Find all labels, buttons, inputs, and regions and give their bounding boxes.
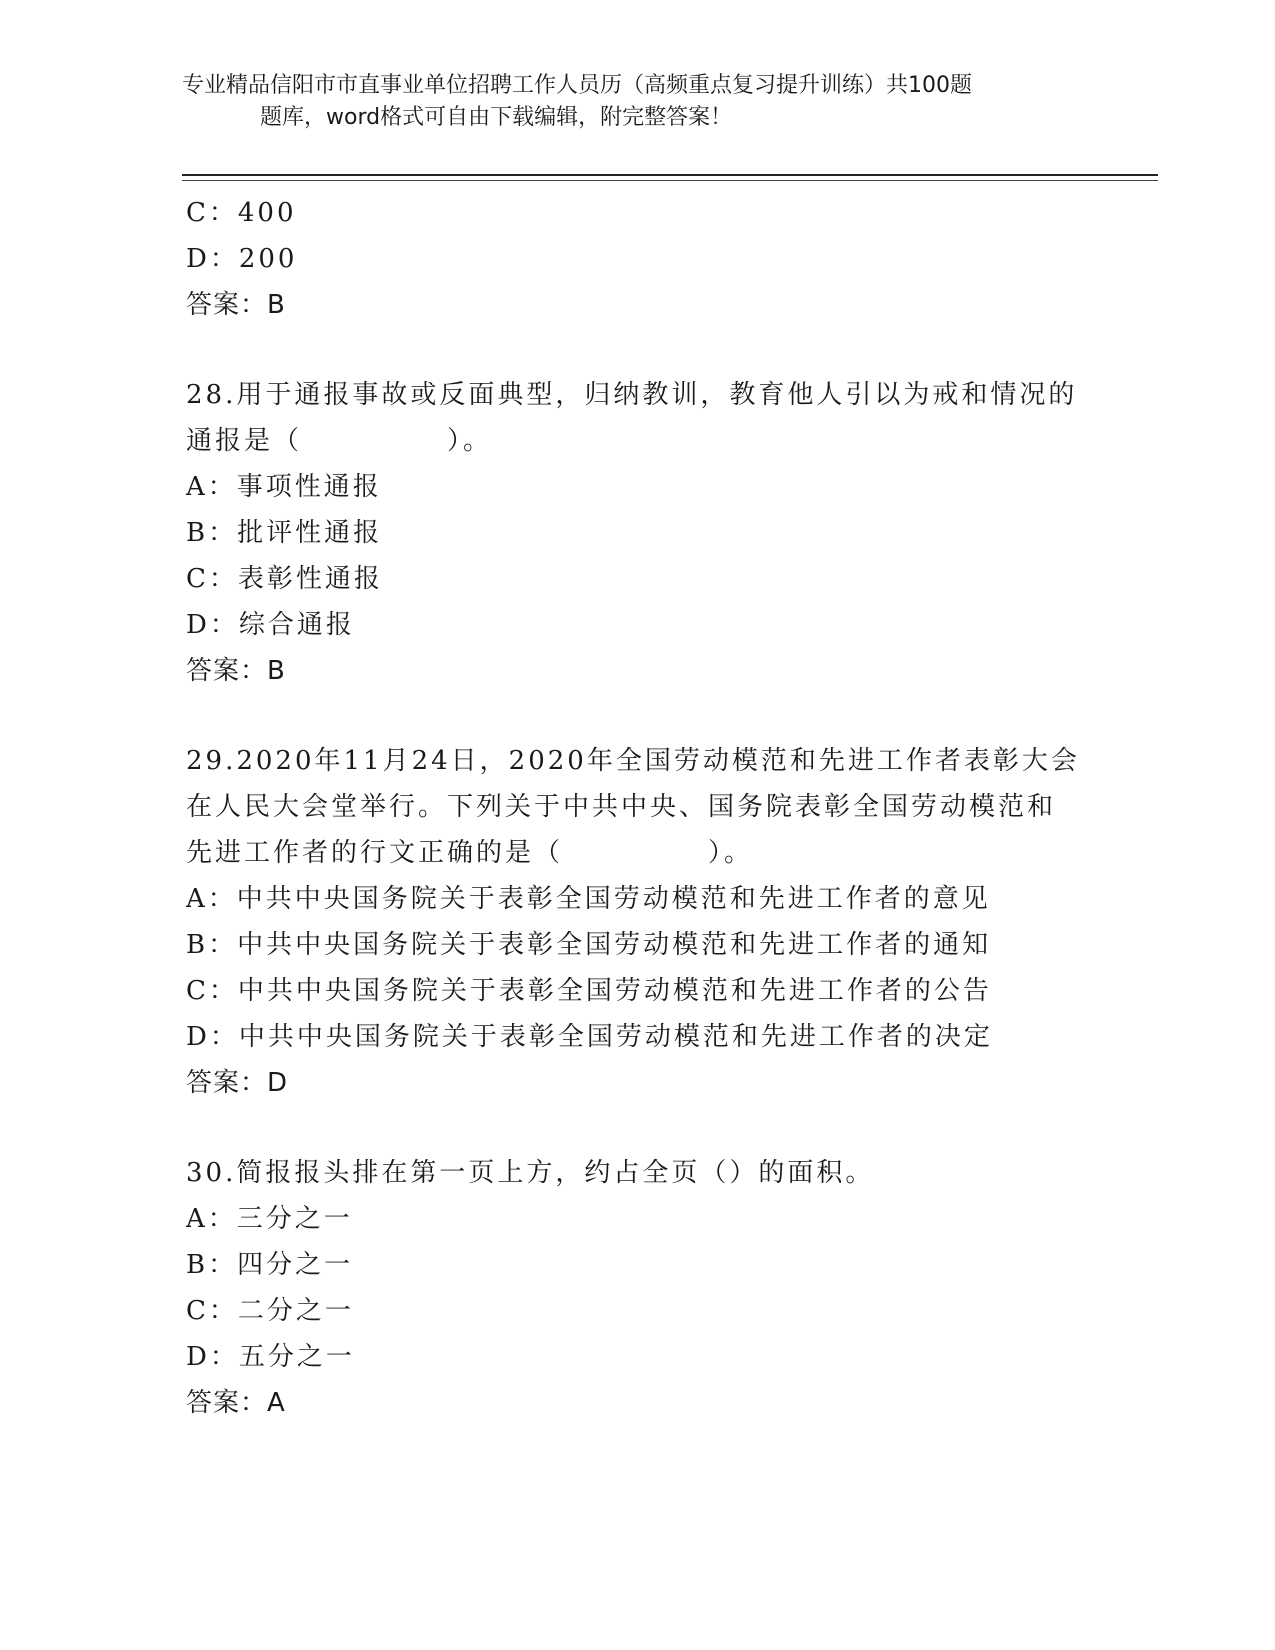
option-c: C：中共中央国务院关于表彰全国劳动模范和先进工作者的公告 (186, 976, 992, 1006)
option-c: C：表彰性通报 (186, 564, 383, 594)
header-rule-thin (182, 180, 1158, 181)
header-title-line-1: 专业精品信阳市市直事业单位招聘工作人员历（高频重点复习提升训练）共100题 (182, 73, 972, 98)
spacer (186, 328, 1086, 372)
question-28-text-line-2: 通报是（ ）。 (186, 426, 493, 456)
header-title-line-2: 题库，word格式可自由下载编辑，附完整答案！ (260, 105, 733, 130)
question-29-text-line-2: 在人民大会堂举行。下列关于中共中央、国务院表彰全国劳动模范和 (186, 792, 1057, 822)
question-29-text-line-3: 先进工作者的行文正确的是（ ）。 (186, 838, 754, 868)
option-d: D：综合通报 (186, 610, 355, 640)
spacer (186, 1106, 1086, 1150)
question-29-text-line-1: 29.2020年11月24日，2020年全国劳动模范和先进工作者表彰大会 (186, 746, 1080, 776)
header-rule-thick (182, 174, 1158, 176)
question-30-text-line-1: 30.简报报头排在第一页上方，约占全页（）的面积。 (186, 1158, 875, 1188)
option-d: D：中共中央国务院关于表彰全国劳动模范和先进工作者的决定 (186, 1022, 993, 1052)
spacer (186, 694, 1086, 738)
option-a: A：事项性通报 (186, 472, 382, 502)
option-c: C：二分之一 (186, 1296, 354, 1326)
option-d: D：五分之一 (186, 1342, 355, 1372)
answer-line: 答案：D (186, 1068, 289, 1098)
prev-question-block (186, 190, 1086, 328)
option-b: B：四分之一 (186, 1250, 354, 1280)
question-28-block (186, 372, 1086, 694)
answer-line: 答案：B (186, 290, 286, 320)
answer-line: 答案：A (186, 1388, 286, 1418)
question-content (186, 190, 1086, 1426)
question-28-text-line-1: 28.用于通报事故或反面典型，归纳教训，教育他人引以为戒和情况的 (186, 380, 1078, 410)
option-a: A：三分之一 (186, 1204, 353, 1234)
question-29-block (186, 738, 1086, 1106)
option-c: C：400 (186, 198, 297, 228)
question-30-block (186, 1150, 1086, 1426)
document-header (182, 70, 1062, 134)
option-b: B：批评性通报 (186, 518, 383, 548)
option-b: B：中共中央国务院关于表彰全国劳动模范和先进工作者的通知 (186, 930, 992, 960)
option-d: D：200 (186, 244, 298, 274)
option-a: A：中共中央国务院关于表彰全国劳动模范和先进工作者的意见 (186, 884, 991, 914)
answer-line: 答案：B (186, 656, 286, 686)
